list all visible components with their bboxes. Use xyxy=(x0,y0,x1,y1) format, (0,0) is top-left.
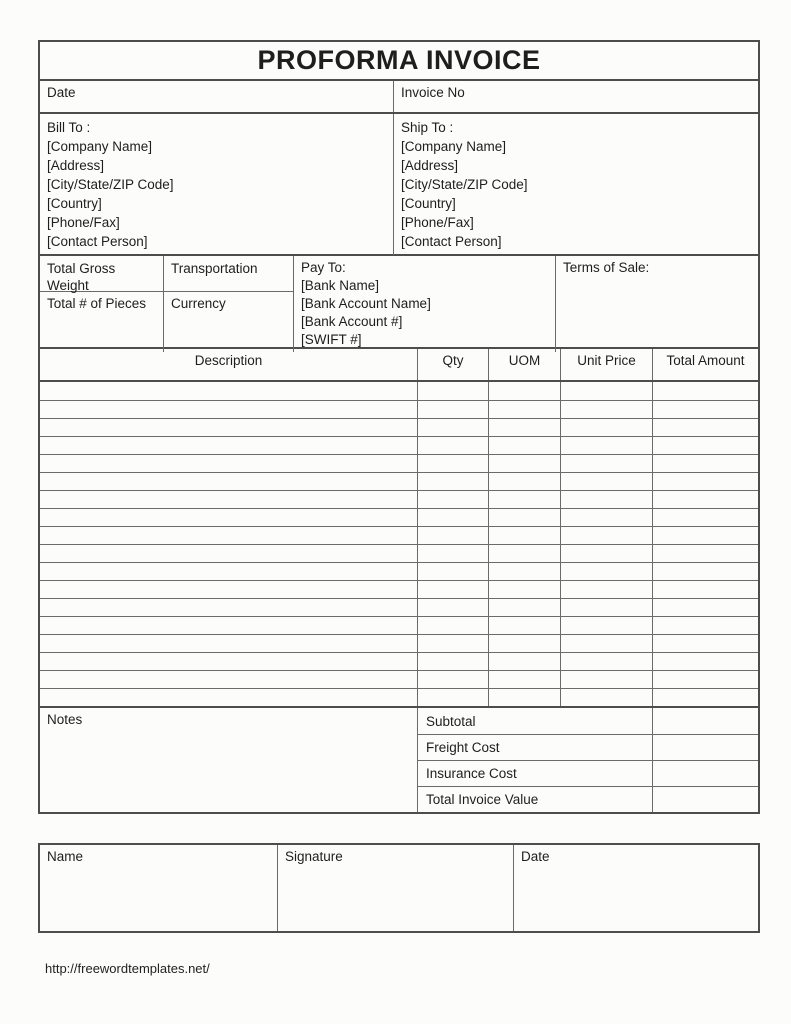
items-table-header xyxy=(40,347,758,380)
item-cell xyxy=(561,563,653,580)
item-cell xyxy=(561,599,653,616)
item-cell xyxy=(489,473,561,490)
item-cell xyxy=(418,437,489,454)
ship-to-line: [Address] xyxy=(401,158,459,173)
item-cell xyxy=(489,581,561,598)
invoice-form xyxy=(38,40,760,814)
totals-rows xyxy=(418,708,758,812)
bill-to-lines xyxy=(47,137,386,251)
item-row xyxy=(40,562,758,580)
ship-to-section xyxy=(394,114,758,255)
item-cell xyxy=(40,653,418,670)
item-cell xyxy=(418,563,489,580)
weight-pieces-column xyxy=(40,256,164,352)
item-cell xyxy=(653,635,758,652)
item-row xyxy=(40,490,758,508)
item-cell xyxy=(40,689,418,706)
bill-to-line: [City/State/ZIP Code] xyxy=(47,177,174,192)
item-cell xyxy=(561,617,653,634)
total-pieces-field: Total # of Pieces xyxy=(47,296,147,311)
bill-to-line: [Company Name] xyxy=(47,139,153,154)
ship-to-line: [Company Name] xyxy=(401,139,507,154)
totals-row xyxy=(418,760,758,786)
item-cell xyxy=(40,401,418,418)
item-cell xyxy=(561,455,653,472)
item-cell xyxy=(418,527,489,544)
item-cell xyxy=(489,437,561,454)
item-row xyxy=(40,688,758,706)
currency-field: Currency xyxy=(171,296,226,311)
item-cell xyxy=(653,509,758,526)
item-cell xyxy=(653,437,758,454)
item-cell xyxy=(418,599,489,616)
date-invoice-row xyxy=(40,79,758,112)
item-row xyxy=(40,544,758,562)
item-cell xyxy=(653,545,758,562)
item-cell xyxy=(40,437,418,454)
item-cell xyxy=(418,671,489,688)
item-row xyxy=(40,670,758,688)
items-table-body xyxy=(40,380,758,706)
item-row xyxy=(40,508,758,526)
item-cell xyxy=(40,617,418,634)
item-cell xyxy=(418,545,489,562)
item-cell xyxy=(40,473,418,490)
signature-table xyxy=(38,843,760,933)
ship-to-line: [Phone/Fax] xyxy=(401,215,474,230)
item-cell xyxy=(653,581,758,598)
item-cell xyxy=(653,563,758,580)
item-cell xyxy=(418,401,489,418)
bill-to-line: [Country] xyxy=(47,196,102,211)
item-cell xyxy=(561,545,653,562)
item-cell xyxy=(653,491,758,508)
item-row xyxy=(40,400,758,418)
item-cell xyxy=(40,563,418,580)
totals-section xyxy=(40,706,758,812)
item-cell xyxy=(40,581,418,598)
item-cell xyxy=(653,473,758,490)
footer-url: http://freewordtemplates.net/ xyxy=(45,961,210,976)
item-cell xyxy=(561,437,653,454)
totals-row xyxy=(418,734,758,760)
item-cell xyxy=(489,382,561,400)
pay-to-lines xyxy=(301,277,548,349)
item-cell xyxy=(489,491,561,508)
item-cell xyxy=(40,491,418,508)
item-row xyxy=(40,616,758,634)
item-cell xyxy=(561,382,653,400)
bill-to-line: [Contact Person] xyxy=(47,234,148,249)
item-cell xyxy=(653,599,758,616)
item-cell xyxy=(40,509,418,526)
item-cell xyxy=(561,473,653,490)
item-cell xyxy=(418,509,489,526)
ship-to-line: [City/State/ZIP Code] xyxy=(401,177,528,192)
items-column-header: Unit Price xyxy=(561,349,653,380)
item-cell xyxy=(418,689,489,706)
ship-to-line: [Country] xyxy=(401,196,456,211)
invoice-no-field: Invoice No xyxy=(401,85,465,100)
totals-value xyxy=(653,735,758,760)
item-cell xyxy=(489,545,561,562)
pay-to-line: [Bank Account Name] xyxy=(301,296,431,311)
item-cell xyxy=(418,419,489,436)
totals-value xyxy=(653,787,758,812)
ship-to-lines xyxy=(401,137,751,251)
item-cell xyxy=(489,527,561,544)
transportation-field: Transportation xyxy=(164,256,293,292)
item-row xyxy=(40,598,758,616)
item-cell xyxy=(418,635,489,652)
item-cell xyxy=(561,671,653,688)
ship-to-heading: Ship To : xyxy=(401,120,454,135)
date-field: Date xyxy=(40,81,394,112)
item-cell xyxy=(653,401,758,418)
item-cell xyxy=(489,599,561,616)
item-cell xyxy=(489,563,561,580)
bill-to-heading: Bill To : xyxy=(47,120,91,135)
item-cell xyxy=(561,491,653,508)
page-title: PROFORMA INVOICE xyxy=(257,45,541,75)
item-cell xyxy=(653,455,758,472)
item-row xyxy=(40,454,758,472)
totals-label: Subtotal xyxy=(418,708,653,734)
item-cell xyxy=(489,419,561,436)
item-cell xyxy=(489,653,561,670)
item-cell xyxy=(489,455,561,472)
item-cell xyxy=(653,689,758,706)
bill-to-section xyxy=(40,114,394,255)
item-cell xyxy=(40,599,418,616)
item-cell xyxy=(561,635,653,652)
item-cell xyxy=(653,617,758,634)
item-cell xyxy=(418,653,489,670)
item-cell xyxy=(489,617,561,634)
signature-field: Signature xyxy=(278,845,514,931)
item-cell xyxy=(653,382,758,400)
pay-to-line: [Bank Account #] xyxy=(301,314,403,329)
item-row xyxy=(40,526,758,544)
notes-field: Notes xyxy=(40,708,418,812)
item-cell xyxy=(418,491,489,508)
items-column-header: UOM xyxy=(489,349,561,380)
shipment-row xyxy=(40,254,758,347)
bill-to-line: [Address] xyxy=(47,158,105,173)
item-row xyxy=(40,382,758,400)
item-row xyxy=(40,634,758,652)
totals-value xyxy=(653,761,758,786)
totals-value xyxy=(653,708,758,734)
item-row xyxy=(40,418,758,436)
item-row xyxy=(40,580,758,598)
item-cell xyxy=(561,653,653,670)
item-cell xyxy=(561,509,653,526)
bill-to-line: [Phone/Fax] xyxy=(47,215,120,230)
address-row xyxy=(40,112,758,254)
name-field: Name xyxy=(40,845,278,931)
items-column-header: Qty xyxy=(418,349,489,380)
totals-label: Insurance Cost xyxy=(418,761,653,786)
item-cell xyxy=(489,401,561,418)
item-cell xyxy=(40,671,418,688)
item-cell xyxy=(489,671,561,688)
item-row xyxy=(40,472,758,490)
item-row xyxy=(40,652,758,670)
totals-row xyxy=(418,786,758,812)
item-cell xyxy=(489,635,561,652)
totals-row xyxy=(418,708,758,734)
item-cell xyxy=(653,527,758,544)
total-gross-weight-field: Total Gross Weight xyxy=(40,256,163,292)
item-cell xyxy=(418,382,489,400)
ship-to-line: [Contact Person] xyxy=(401,234,502,249)
items-column-header: Description xyxy=(40,349,418,380)
title-row xyxy=(40,42,758,79)
pay-to-line: [SWIFT #] xyxy=(301,332,362,347)
item-cell xyxy=(40,527,418,544)
item-cell xyxy=(561,689,653,706)
item-cell xyxy=(653,653,758,670)
pay-to-heading: Pay To: xyxy=(301,260,346,275)
item-cell xyxy=(40,545,418,562)
item-row xyxy=(40,436,758,454)
item-cell xyxy=(418,581,489,598)
item-cell xyxy=(40,455,418,472)
transport-currency-column xyxy=(164,256,294,352)
item-cell xyxy=(418,617,489,634)
totals-label: Freight Cost xyxy=(418,735,653,760)
items-column-header: Total Amount xyxy=(666,353,745,368)
totals-label: Total Invoice Value xyxy=(418,787,653,812)
item-cell xyxy=(40,419,418,436)
pay-to-section xyxy=(294,256,556,352)
item-cell xyxy=(561,419,653,436)
item-cell xyxy=(561,581,653,598)
item-cell xyxy=(489,689,561,706)
item-cell xyxy=(561,527,653,544)
item-cell xyxy=(418,455,489,472)
item-cell xyxy=(489,509,561,526)
item-cell xyxy=(40,382,418,400)
date-signature-field: Date xyxy=(521,849,550,864)
item-cell xyxy=(653,419,758,436)
item-cell xyxy=(561,401,653,418)
item-cell xyxy=(40,635,418,652)
pay-to-line: [Bank Name] xyxy=(301,278,380,293)
item-cell xyxy=(418,473,489,490)
item-cell xyxy=(653,671,758,688)
terms-of-sale-field: Terms of Sale: xyxy=(563,260,650,275)
